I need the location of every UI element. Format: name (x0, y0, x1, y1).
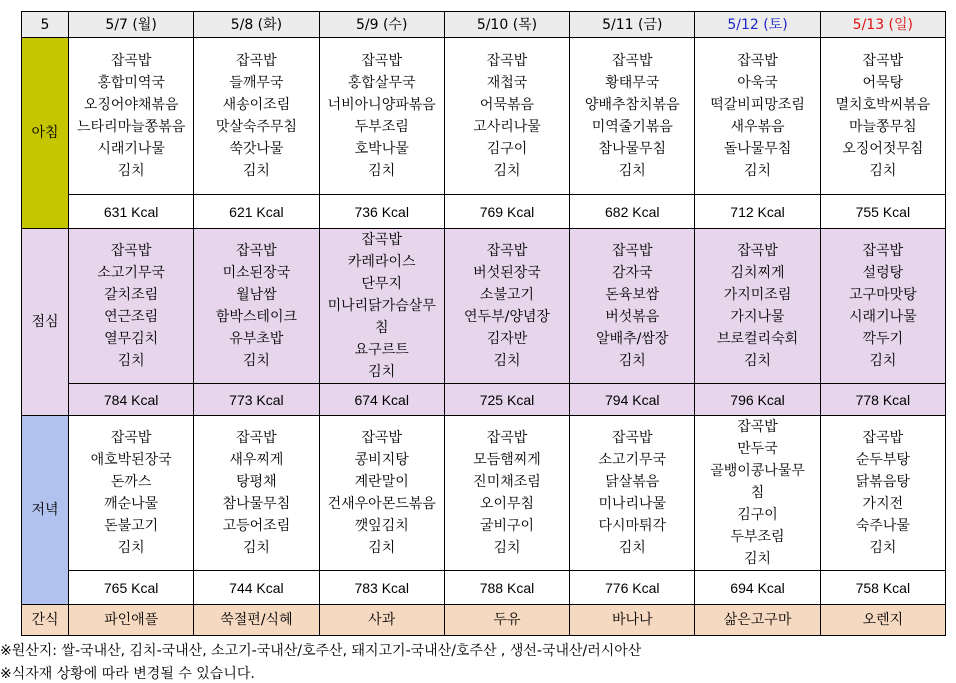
lunch-menu-cell (319, 229, 444, 384)
menu-item: 미역줄기볶음 (591, 119, 673, 135)
breakfast-kcal: 755 Kcal (820, 195, 945, 229)
day-header-wed: 5/9 (수) (319, 12, 444, 38)
lunch-kcal: 784 Kcal (69, 384, 194, 416)
menu-item: 미나리나물 (598, 496, 667, 512)
menu-item: 잡곡밥 (236, 53, 277, 69)
snack-item: 오렌지 (820, 605, 945, 636)
menu-item: 김치 (242, 163, 270, 179)
menu-item: 닭살볶음 (605, 474, 660, 490)
snack-item: 삶은고구마 (695, 605, 820, 636)
menu-item: 숙주나물 (855, 518, 910, 534)
menu-item: 오징어젓무침 (842, 141, 924, 157)
snack-label: 간식 (22, 605, 69, 636)
week-number: 5 (22, 12, 69, 38)
menu-item: 김치 (869, 163, 897, 179)
dinner-kcal: 758 Kcal (820, 571, 945, 605)
menu-item: 브로컬리숙회 (716, 331, 799, 347)
menu-item: 잡곡밥 (862, 53, 904, 69)
menu-item: 새송이조림 (222, 97, 291, 113)
menu-item: 황태무국 (605, 75, 660, 91)
menu-item: 콩비지탕 (354, 452, 409, 468)
dinner-kcal: 776 Kcal (570, 571, 695, 605)
menu-item: 잡곡밥 (110, 430, 152, 446)
day-header-tue: 5/8 (화) (194, 12, 319, 38)
weekly-menu-table (21, 11, 946, 636)
menu-item: 소불고기 (479, 287, 535, 303)
menu-item: 깻잎김치 (354, 518, 409, 534)
menu-item: 마늘쫑무침 (849, 119, 917, 135)
dinner-kcal: 744 Kcal (194, 571, 319, 605)
snack-item: 바나나 (570, 605, 695, 636)
breakfast-menu-cell (695, 38, 820, 195)
menu-item: 김치 (744, 551, 772, 567)
menu-item: 홍합살무국 (347, 75, 416, 91)
menu-item: 맛살숙주무침 (215, 119, 297, 135)
breakfast-menu-cell (69, 38, 194, 195)
menu-item: 김치 (493, 163, 521, 179)
menu-item: 잡곡밥 (361, 53, 402, 69)
menu-item: 김치 (368, 540, 396, 556)
menu-item: 쑥갓나물 (229, 141, 284, 157)
dinner-menu-cell (194, 416, 319, 571)
day-header-mon: 5/7 (월) (69, 12, 194, 38)
menu-item: 고구마맛탕 (849, 287, 917, 303)
menu-item: 계란말이 (354, 474, 409, 490)
menu-item: 잡곡밥 (611, 243, 653, 259)
menu-item: 요구르트 (354, 342, 409, 358)
menu-item: 두부조림 (730, 529, 785, 545)
menu-item: 잡곡밥 (611, 430, 653, 446)
menu-item: 미소된장국 (222, 265, 291, 281)
menu-item: 다시마튀각 (598, 518, 667, 534)
dinner-kcal: 765 Kcal (69, 571, 194, 605)
menu-item: 멸치호박씨볶음 (835, 97, 931, 113)
menu-item: 참나물무침 (598, 141, 667, 157)
menu-item: 아욱국 (737, 75, 778, 91)
dinner-menu-cell (444, 416, 569, 571)
menu-item: 설렁탕 (862, 265, 904, 281)
menu-item: 깍두기 (862, 331, 904, 347)
breakfast-label: 아침 (22, 38, 69, 229)
menu-item: 깨순나물 (104, 496, 159, 512)
menu-item: 김치 (869, 353, 897, 369)
menu-item: 잡곡밥 (361, 430, 402, 446)
menu-item: 들깨무국 (229, 75, 284, 91)
day-header-sat: 5/12 (토) (695, 12, 820, 38)
lunch-menu-cell (69, 229, 194, 384)
menu-item: 김구이 (486, 141, 528, 157)
menu-item: 시래기나물 (97, 141, 165, 157)
breakfast-kcal-row (22, 195, 946, 229)
day-header-sun: 5/13 (일) (820, 12, 945, 38)
menu-item: 돈육보쌈 (605, 287, 660, 303)
menu-item: 김치 (368, 163, 396, 179)
menu-item: 골뱅이콩나물무 (710, 463, 805, 479)
menu-item: 잡곡밥 (862, 430, 904, 446)
day-header-thu: 5/10 (목) (444, 12, 569, 38)
menu-item: 잡곡밥 (862, 243, 904, 259)
menu-item: 김치 (618, 353, 646, 369)
lunch-kcal-row (22, 384, 946, 416)
menu-item: 양배추참치볶음 (584, 97, 680, 113)
menu-item: 참나물무침 (222, 496, 291, 512)
menu-item: 잡곡밥 (611, 53, 653, 69)
dinner-kcal: 783 Kcal (319, 571, 444, 605)
breakfast-kcal: 769 Kcal (444, 195, 569, 229)
menu-item: 김치 (618, 163, 646, 179)
lunch-kcal: 674 Kcal (319, 384, 444, 416)
breakfast-kcal: 621 Kcal (194, 195, 319, 229)
lunch-kcal: 778 Kcal (820, 384, 945, 416)
menu-item: 소고기무국 (598, 452, 667, 468)
dinner-menu-cell (695, 416, 820, 571)
dinner-menu-cell (570, 416, 695, 571)
menu-item: 돈까스 (110, 474, 152, 490)
menu-item: 미나리닭가슴살무 (327, 298, 436, 314)
menu-item: 갈치조림 (104, 287, 159, 303)
menu-item: 김치 (117, 353, 145, 369)
menu-item: 김치 (618, 540, 646, 556)
menu-item: 버섯된장국 (473, 265, 541, 281)
menu-item: 버섯볶음 (605, 309, 660, 325)
menu-item: 잡곡밥 (737, 243, 778, 259)
menu-item: 김구이 (737, 507, 778, 523)
menu-item: 잡곡밥 (737, 53, 778, 69)
breakfast-menu-cell (194, 38, 319, 195)
menu-item: 연두부/양념장 (464, 309, 550, 325)
menu-item: 두부조림 (354, 119, 409, 135)
menu-item: 연근조림 (104, 309, 159, 325)
menu-item: 호박나물 (354, 141, 409, 157)
menu-item: 김치 (368, 364, 396, 380)
menu-item: 김치 (493, 540, 521, 556)
menu-item: 잡곡밥 (236, 430, 277, 446)
lunch-menu-cell (194, 229, 319, 384)
day-header-fri: 5/11 (금) (570, 12, 695, 38)
menu-item: 가지미조림 (723, 287, 792, 303)
menu-item: 순두부탕 (855, 452, 910, 468)
menu-item: 어묵볶음 (479, 97, 535, 113)
breakfast-menu-cell (444, 38, 569, 195)
menu-item: 김치 (117, 540, 145, 556)
snack-item: 사과 (319, 605, 444, 636)
menu-item: 닭볶음탕 (855, 474, 910, 490)
menu-item: 카레라이스 (347, 254, 416, 270)
menu-item: 김자반 (486, 331, 528, 347)
menu-item: 감자국 (611, 265, 653, 281)
snack-item: 파인애플 (69, 605, 194, 636)
menu-item: 김치 (744, 353, 772, 369)
lunch-kcal: 796 Kcal (695, 384, 820, 416)
menu-item: 알배추/쌈장 (596, 331, 669, 347)
snack-row (22, 605, 946, 636)
origin-notice: ※원산지: 쌀-국내산, 김치-국내산, 소고기-국내산/호주산, 돼지고기-국내산/호주산 , 생선-국내산/러시아산 (0, 643, 642, 659)
menu-item: 건새우아몬드볶음 (327, 496, 436, 512)
menu-item: 가지나물 (730, 309, 785, 325)
menu-item: 침 (750, 485, 765, 501)
lunch-label: 점심 (22, 229, 69, 416)
lunch-menu-cell (570, 229, 695, 384)
lunch-kcal: 773 Kcal (194, 384, 319, 416)
menu-item: 새우볶음 (730, 119, 785, 135)
menu-item: 유부초밥 (229, 331, 284, 347)
menu-item: 애호박된장국 (90, 452, 172, 468)
menu-item: 떡갈비피망조림 (710, 97, 805, 113)
dinner-label: 저녁 (22, 416, 69, 605)
menu-item: 잡곡밥 (486, 53, 528, 69)
change-notice: ※식자재 상황에 따라 변경될 수 있습니다. (0, 666, 255, 682)
menu-item: 잡곡밥 (110, 53, 152, 69)
breakfast-kcal: 631 Kcal (69, 195, 194, 229)
menu-item: 탕평채 (236, 474, 277, 490)
date-header-row (22, 12, 946, 38)
menu-item: 홍합미역국 (97, 75, 165, 91)
menu-item: 잡곡밥 (737, 419, 778, 435)
lunch-menu-cell (820, 229, 945, 384)
dinner-menu-cell (319, 416, 444, 571)
menu-item: 김치 (242, 353, 270, 369)
menu-item: 어묵탕 (862, 75, 904, 91)
breakfast-menu-cell (820, 38, 945, 195)
lunch-menu-cell (444, 229, 569, 384)
breakfast-menu-cell (319, 38, 444, 195)
menu-item: 잡곡밥 (110, 243, 152, 259)
dinner-kcal: 694 Kcal (695, 571, 820, 605)
menu-item: 월남쌈 (236, 287, 277, 303)
dinner-menu-cell (69, 416, 194, 571)
menu-item: 새우찌게 (229, 452, 284, 468)
menu-item: 고사리나물 (473, 119, 541, 135)
dinner-menu-row (22, 416, 946, 571)
breakfast-menu-cell (570, 38, 695, 195)
dinner-menu-cell (820, 416, 945, 571)
menu-item: 가지전 (862, 496, 904, 512)
menu-item: 오이무침 (479, 496, 535, 512)
menu-item: 김치 (744, 163, 772, 179)
menu-item: 잡곡밥 (361, 232, 402, 248)
snack-item: 두유 (444, 605, 569, 636)
dinner-kcal-row (22, 571, 946, 605)
menu-item: 너비아니양파볶음 (327, 97, 436, 113)
menu-item: 김치찌게 (730, 265, 785, 281)
breakfast-menu-row (22, 38, 946, 195)
menu-item: 진미채조림 (473, 474, 541, 490)
menu-item: 함박스테이크 (215, 309, 297, 325)
lunch-menu-cell (695, 229, 820, 384)
menu-item: 잡곡밥 (236, 243, 277, 259)
dinner-kcal: 788 Kcal (444, 571, 569, 605)
menu-item: 단무지 (361, 276, 402, 292)
lunch-kcal: 794 Kcal (570, 384, 695, 416)
menu-item: 김치 (493, 353, 521, 369)
menu-item: 재첩국 (486, 75, 528, 91)
menu-item: 만두국 (737, 441, 778, 457)
menu-item: 잡곡밥 (486, 243, 528, 259)
menu-item: 돌나물무침 (723, 141, 792, 157)
menu-item: 시래기나물 (849, 309, 917, 325)
menu-item: 잡곡밥 (486, 430, 528, 446)
menu-item: 소고기무국 (97, 265, 165, 281)
menu-item: 고등어조림 (222, 518, 291, 534)
breakfast-kcal: 736 Kcal (319, 195, 444, 229)
menu-item: 침 (374, 320, 389, 336)
menu-item: 김치 (869, 540, 897, 556)
menu-item: 김치 (117, 163, 145, 179)
snack-item: 쑥절편/식혜 (194, 605, 319, 636)
menu-item: 열무김치 (104, 331, 159, 347)
menu-item: 돈불고기 (104, 518, 159, 534)
breakfast-kcal: 682 Kcal (570, 195, 695, 229)
breakfast-kcal: 712 Kcal (695, 195, 820, 229)
menu-item: 굴비구이 (479, 518, 535, 534)
menu-item: 김치 (242, 540, 270, 556)
menu-item: 느타리마늘쫑볶음 (77, 119, 186, 135)
lunch-kcal: 725 Kcal (444, 384, 569, 416)
menu-item: 오징어야채볶음 (83, 97, 179, 113)
lunch-menu-row (22, 229, 946, 384)
menu-item: 모듬햄찌게 (473, 452, 541, 468)
